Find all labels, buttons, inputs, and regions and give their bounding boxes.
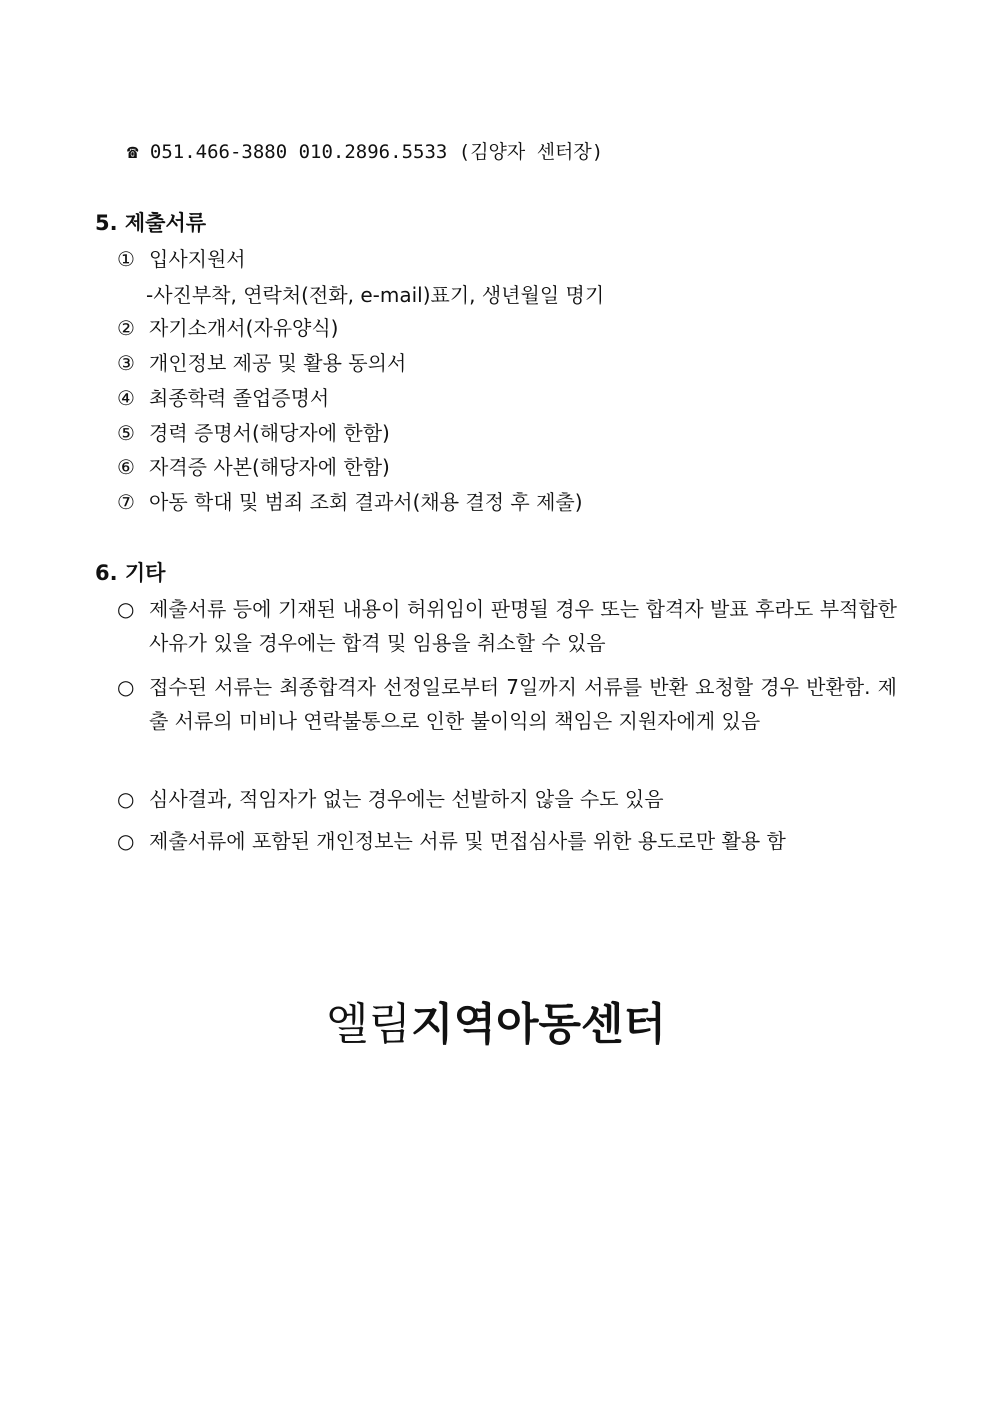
item-number: ④ <box>117 386 135 410</box>
section-5-title: 5. 제출서류 <box>95 211 207 235</box>
note-text: 심사결과, 적임자가 없는 경우에는 선발하지 않을 수도 있음 <box>149 787 664 811</box>
required-doc-item-5 <box>117 420 390 446</box>
circle-bullet-icon: ○ <box>117 829 135 853</box>
item-number: ② <box>117 316 135 340</box>
item-number: ⑦ <box>117 490 135 514</box>
section-6-title: 6. 기타 <box>95 561 166 585</box>
organization-name <box>0 998 992 1052</box>
required-doc-item-2 <box>117 315 339 341</box>
item-number: ① <box>117 247 135 271</box>
circle-bullet-icon: ○ <box>117 787 135 811</box>
item-label: 경력 증명서(해당자에 한함) <box>149 421 390 445</box>
note-item-1 <box>117 592 897 660</box>
item-number: ⑥ <box>117 455 135 479</box>
required-doc-item-7 <box>117 489 583 515</box>
contact-text: 051.466-3880 010.2896.5533 (김양자 센터장) <box>149 141 604 163</box>
required-doc-item-3 <box>117 350 406 376</box>
circle-bullet-icon: ○ <box>117 675 135 699</box>
note-item-2 <box>117 670 897 738</box>
note-item-4 <box>117 824 897 858</box>
note-text: 접수된 서류는 최종합격자 선정일로부터 7일까지 서류를 반환 요청할 경우 반환함. 제출 서류의 미비나 연락불통으로 인한 불이익의 책임은 지원자에게 있음 <box>149 675 897 733</box>
note-text: 제출서류에 포함된 개인정보는 서류 및 면접심사를 위한 용도로만 활용 함 <box>149 829 786 853</box>
item-label: 최종학력 졸업증명서 <box>149 386 330 410</box>
item-number: ③ <box>117 351 135 375</box>
note-item-3 <box>117 782 897 816</box>
required-doc-item-1-detail: -사진부착, 연락처(전화, e-mail)표기, 생년월일 명기 <box>146 283 605 307</box>
note-text: 제출서류 등에 기재된 내용이 허위임이 판명될 경우 또는 합격자 발표 후라도 부적합한 사유가 있을 경우에는 합격 및 임용을 취소할 수 있음 <box>149 597 897 655</box>
item-number: ⑤ <box>117 421 135 445</box>
item-label: 자격증 사본(해당자에 한함) <box>149 455 390 479</box>
item-label: 자기소개서(자유양식) <box>149 316 339 340</box>
organization-name-part-2: 지역아동센터 <box>410 999 667 1050</box>
contact-line <box>127 139 603 165</box>
organization-name-part-1: 엘림 <box>325 999 411 1050</box>
item-label: 입사지원서 <box>149 247 246 271</box>
telephone-icon: ☎ <box>127 141 139 163</box>
item-label: 아동 학대 및 범죄 조회 결과서(채용 결정 후 제출) <box>149 490 583 514</box>
circle-bullet-icon: ○ <box>117 597 135 621</box>
required-doc-item-4 <box>117 385 329 411</box>
required-doc-item-6 <box>117 454 390 480</box>
required-doc-item-1 <box>117 246 246 272</box>
item-label: 개인정보 제공 및 활용 동의서 <box>149 351 407 375</box>
